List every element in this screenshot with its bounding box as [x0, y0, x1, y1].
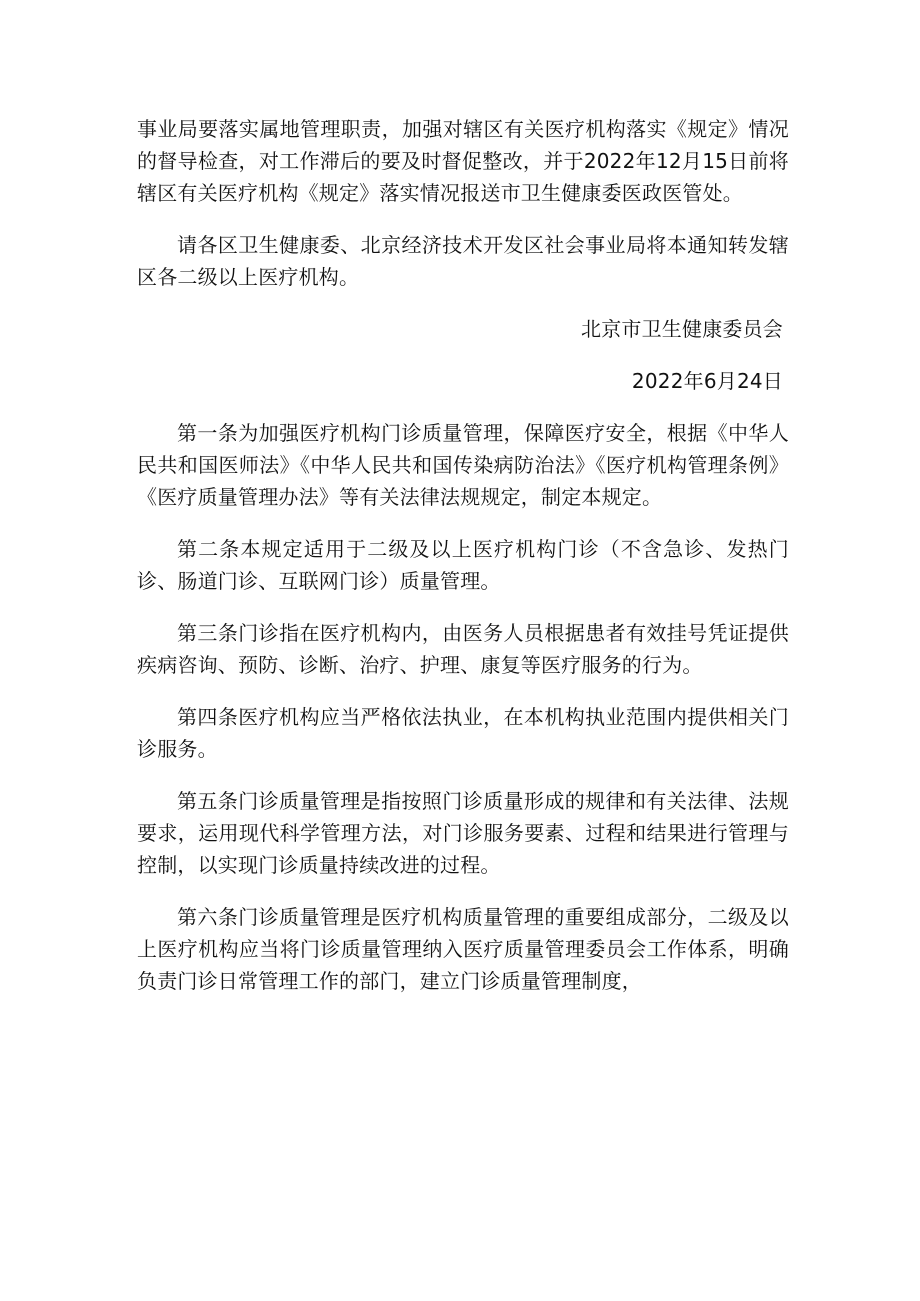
article-1: 第一条为加强医疗机构门诊质量管理，保障医疗安全，根据《中华人民共和国医师法》《中华人民共和国传染病防治法》《医疗机构管理条例》《医疗质量管理办法》等有关法律法规规定，制定本规定。 [137, 421, 789, 509]
document-page [137, 113, 789, 1017]
paragraph-forwarding: 请各区卫生健康委、北京经济技术开发区社会事业局将本通知转发辖区各二级以上医疗机构。 [137, 233, 789, 289]
article-5: 第五条门诊质量管理是指按照门诊质量形成的规律和有关法律、法规要求，运用现代科学管理方法，对门诊服务要素、过程和结果进行管理与控制，以实现门诊质量持续改进的过程。 [137, 789, 789, 877]
article-6: 第六条门诊质量管理是医疗机构质量管理的重要组成部分，二级及以上医疗机构应当将门诊质量管理纳入医疗质量管理委员会工作体系，明确负责门诊日常管理工作的部门，建立门诊质量管理制度， [137, 905, 789, 993]
signature-org: 北京市卫生健康委员会 [581, 317, 783, 341]
article-2: 第二条本规定适用于二级及以上医疗机构门诊（不含急诊、发热门诊、肠道门诊、互联网门诊）质量管理。 [137, 537, 789, 593]
article-4: 第四条医疗机构应当严格依法执业，在本机构执业范围内提供相关门诊服务。 [137, 705, 789, 761]
article-3: 第三条门诊指在医疗机构内，由医务人员根据患者有效挂号凭证提供疾病咨询、预防、诊断、治疗、护理、康复等医疗服务的行为。 [137, 621, 789, 677]
paragraph-supervision: 事业局要落实属地管理职责，加强对辖区有关医疗机构落实《规定》情况的督导检查，对工作滞后的要及时督促整改，并于2022年12月15日前将辖区有关医疗机构《规定》落实情况报送市卫生健康委医政医管处。 [137, 117, 789, 205]
signature-date: 2022年6月24日 [631, 369, 783, 393]
